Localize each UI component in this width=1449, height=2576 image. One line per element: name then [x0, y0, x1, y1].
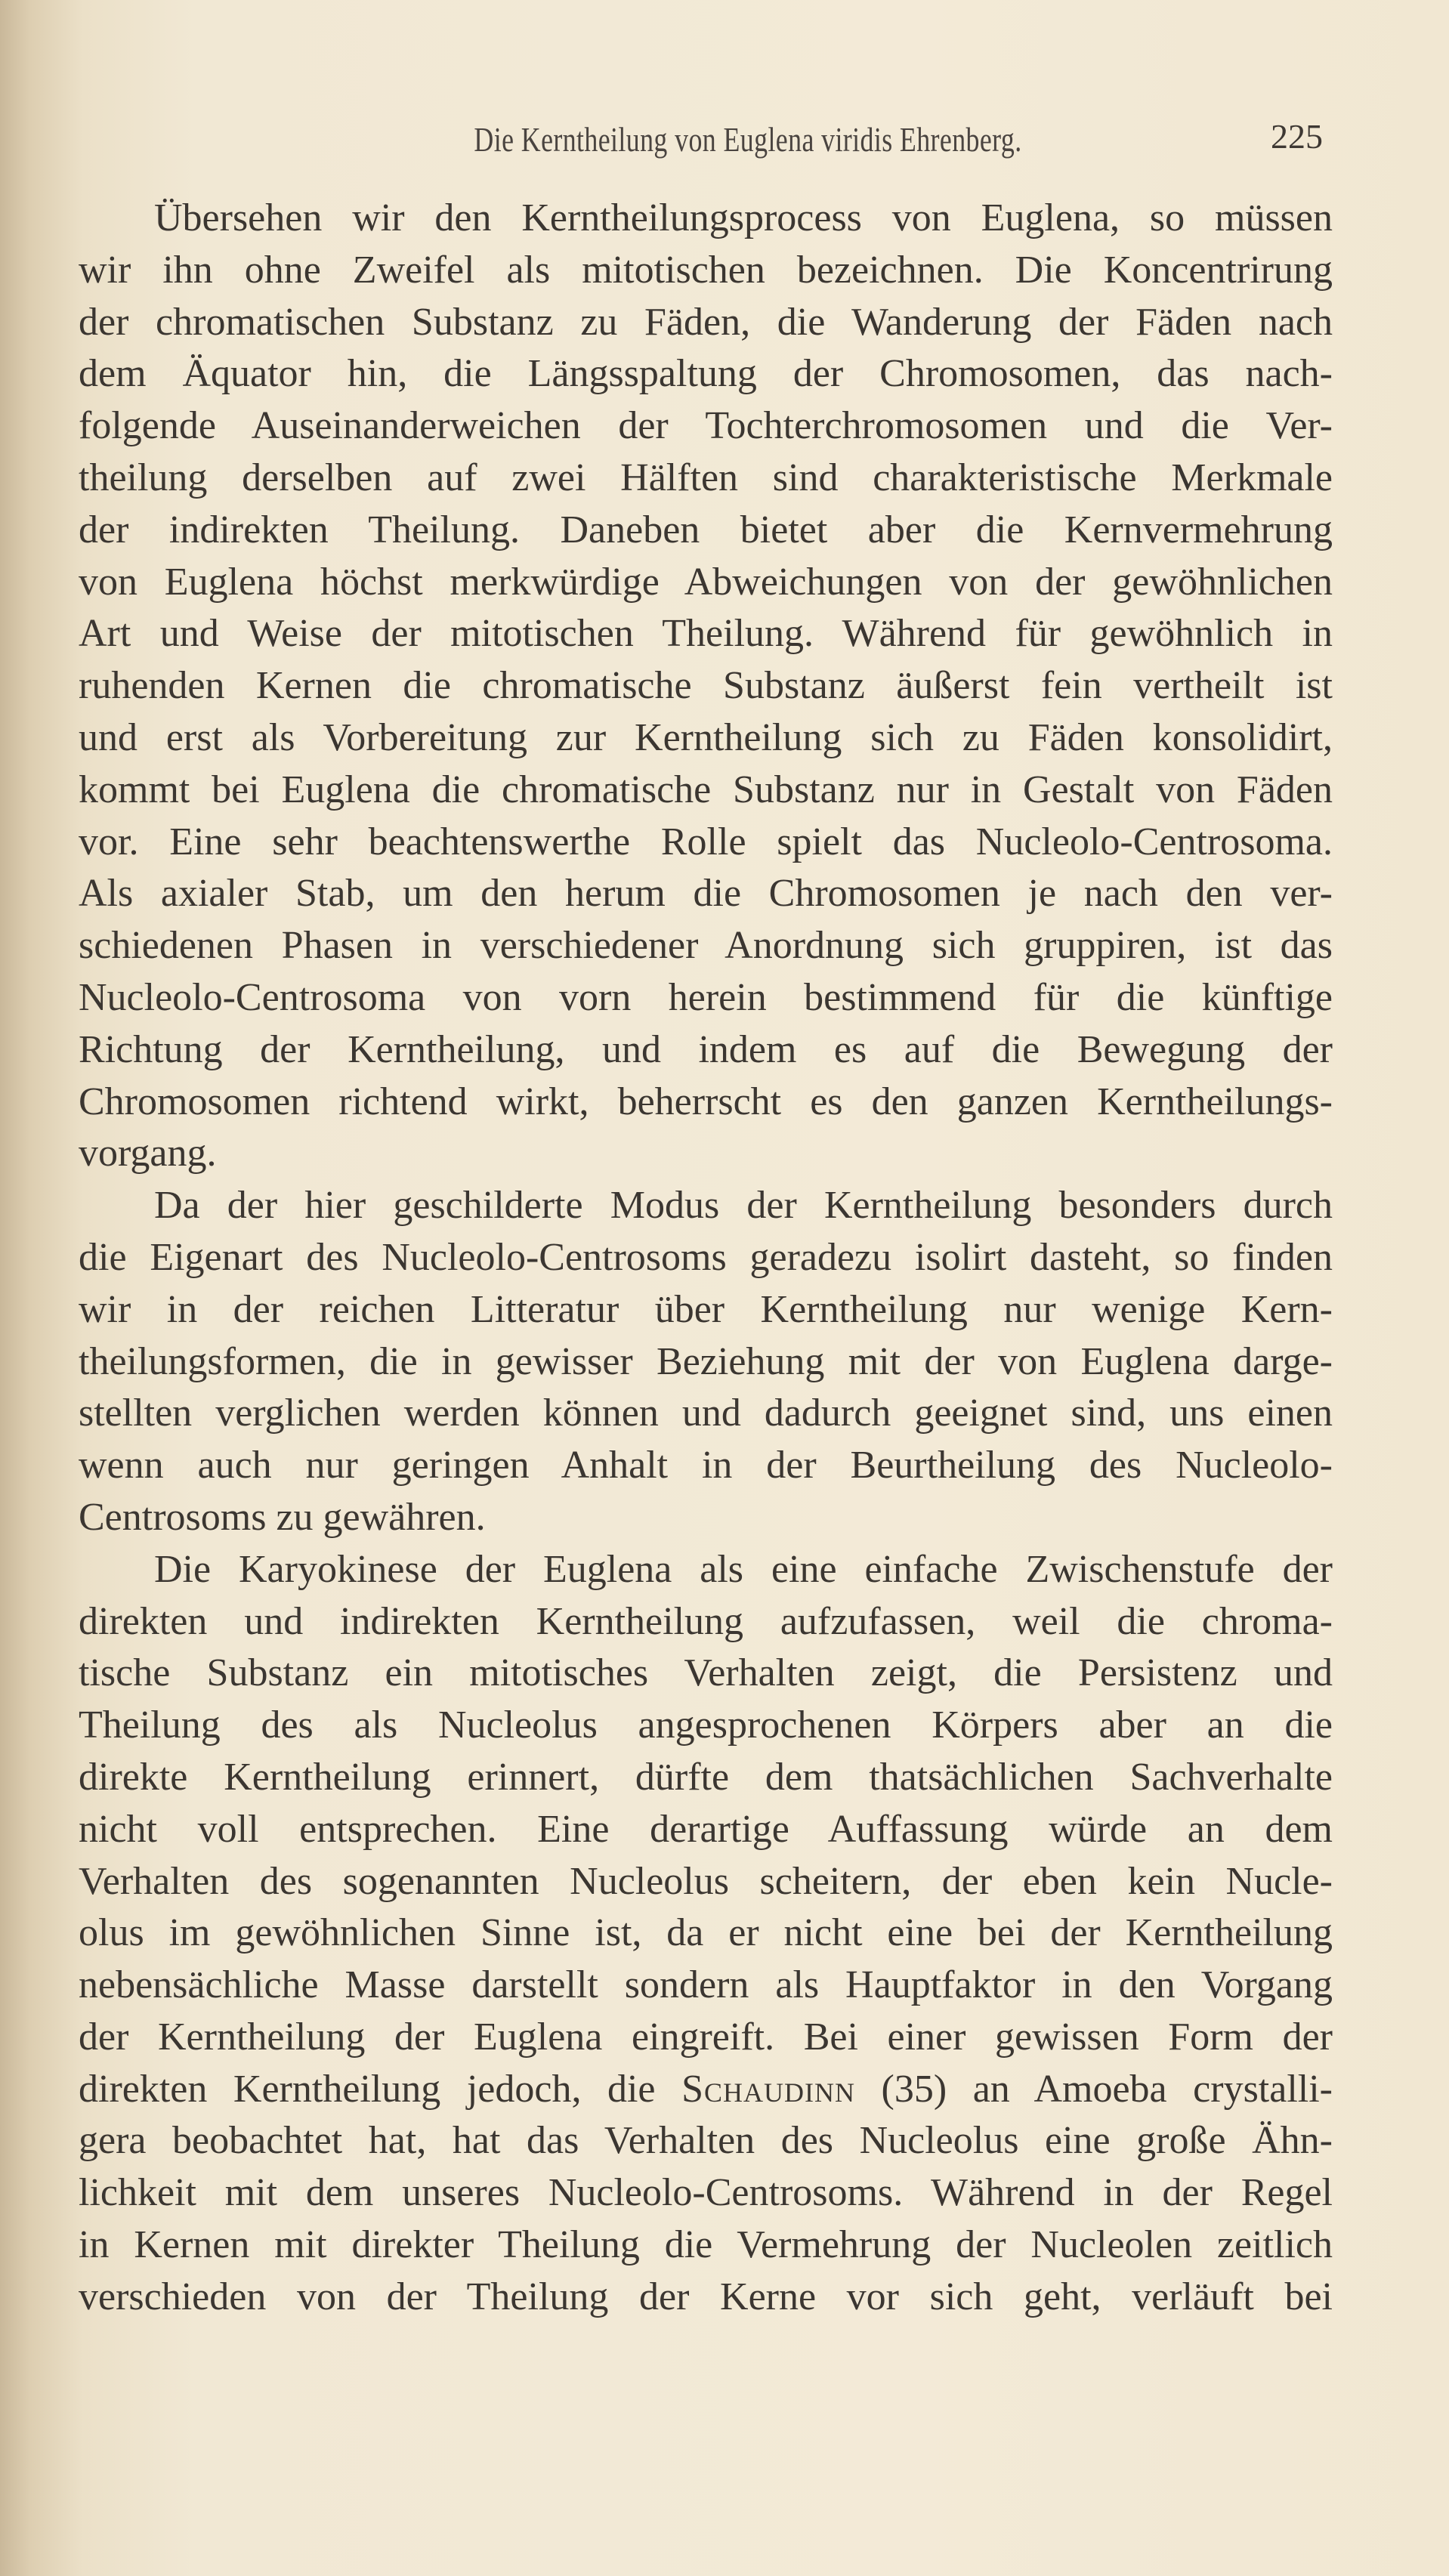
text-line: schiedenen Phasen in verschiedener Anordnung sich gruppiren, ist das — [79, 924, 1333, 968]
text-line — [79, 2064, 1333, 2116]
page-number: 225 — [1271, 117, 1323, 156]
text-line: der Kerntheilung der Euglena eingreift. Bei einer gewissen Form der — [79, 2015, 1333, 2059]
text-line: in Kernen mit direkter Theilung die Vermehrung der Nucleolen zeitlich — [79, 2223, 1333, 2267]
text-line: direkte Kerntheilung erinnert, dürfte dem thatsächlichen Sachverhalte — [79, 1755, 1333, 1799]
text-segment: direkten Kerntheilung jedoch, die — [79, 2067, 682, 2111]
running-title: Die Kerntheilung von Euglena viridis Ehrenberg. — [474, 120, 1022, 159]
text-line: verschieden von der Theilung der Kerne vor sich geht, verläuft bei — [79, 2275, 1333, 2318]
text-line: theilungsformen, die in gewisser Beziehung mit der von Euglena darge- — [79, 1339, 1333, 1383]
text-line: Richtung der Kerntheilung, und indem es auf die Bewegung der — [79, 1027, 1333, 1071]
text-line: und erst als Vorbereitung zur Kerntheilung sich zu Fäden konsolidirt, — [79, 715, 1333, 759]
text-line: Nucleolo-Centrosoma von vorn herein bestimmend für die künftige — [79, 975, 1333, 1019]
text-line: vorgang. — [79, 1132, 217, 1175]
text-line: von Euglena höchst merkwürdige Abweichungen von der gewöhnlichen — [79, 560, 1333, 604]
page-header — [0, 113, 1449, 166]
text-line: nicht voll entsprechen. Eine derartige Auffassung würde an dem — [79, 1807, 1333, 1851]
text-line: Theilung des als Nucleolus angesprochenen Körpers aber an die — [79, 1703, 1333, 1747]
body-text — [79, 193, 1333, 2324]
text-line: tische Substanz ein mitotisches Verhalten zeigt, die Persistenz und — [79, 1651, 1333, 1695]
text-line: die Eigenart des Nucleolo-Centrosoms geradezu isolirt dasteht, so finden — [79, 1235, 1333, 1279]
text-line: ruhenden Kernen die chromatische Substanz äußerst fein vertheilt ist — [79, 664, 1333, 708]
text-line: der indirekten Theilung. Daneben bietet aber die Kernvermehrung — [79, 508, 1333, 551]
text-line: Centrosoms zu gewähren. — [79, 1495, 486, 1539]
text-line: Da der hier geschilderte Modus der Kerntheilung besonders durch — [154, 1184, 1333, 1228]
text-line: stellten verglichen werden können und dadurch geeignet sind, uns einen — [79, 1391, 1333, 1435]
text-line: kommt bei Euglena die chromatische Substanz nur in Gestalt von Fäden — [79, 768, 1333, 811]
text-line: dem Äquator hin, die Längsspaltung der Chromosomen, das nach- — [79, 352, 1333, 396]
text-segment: (35) an Amoeba crystalli- — [854, 2067, 1333, 2111]
text-line: wir in der reichen Litteratur über Kerntheilung nur wenige Kern- — [79, 1287, 1333, 1331]
text-line: Verhalten des sogenannten Nucleolus scheitern, der eben kein Nucle- — [79, 1859, 1333, 1903]
text-line: Als axialer Stab, um den herum die Chromosomen je nach den ver- — [79, 872, 1333, 916]
text-line: theilung derselben auf zwei Hälften sind charakteristische Merkmale — [79, 456, 1333, 499]
text-line: Art und Weise der mitotischen Theilung. Während für gewöhnlich in — [79, 612, 1333, 656]
text-line: direkten und indirekten Kerntheilung aufzufassen, weil die chroma- — [79, 1599, 1333, 1643]
text-line: wir ihn ohne Zweifel als mitotischen bezeichnen. Die Koncentrirung — [79, 248, 1333, 292]
text-line: folgende Auseinanderweichen der Tochterchromosomen und die Ver- — [79, 404, 1333, 448]
text-line: der chromatischen Substanz zu Fäden, die Wanderung der Fäden nach — [79, 300, 1333, 344]
text-line: gera beobachtet hat, hat das Verhalten des Nucleolus eine große Ähn- — [79, 2119, 1333, 2163]
text-line: Die Karyokinese der Euglena als eine einfache Zwischenstufe der — [154, 1547, 1333, 1591]
text-line: wenn auch nur geringen Anhalt in der Beurtheilung des Nucleolo- — [79, 1444, 1333, 1487]
text-line: Übersehen wir den Kerntheilungsprocess von Euglena, so müssen — [154, 196, 1333, 239]
text-line: olus im gewöhnlichen Sinne ist, da er nicht eine bei der Kerntheilung — [79, 1911, 1333, 1955]
author-name-small-caps: Schaudinn — [681, 2067, 855, 2111]
text-line: Chromosomen richtend wirkt, beherrscht es den ganzen Kerntheilungs- — [79, 1080, 1333, 1123]
text-line: lichkeit mit dem unseres Nucleolo-Centrosoms. Während in der Regel — [79, 2171, 1333, 2215]
text-line: nebensächliche Masse darstellt sondern als Hauptfaktor in den Vorgang — [79, 1963, 1333, 2007]
text-line: vor. Eine sehr beachtenswerthe Rolle spielt das Nucleolo-Centrosoma. — [79, 820, 1333, 863]
